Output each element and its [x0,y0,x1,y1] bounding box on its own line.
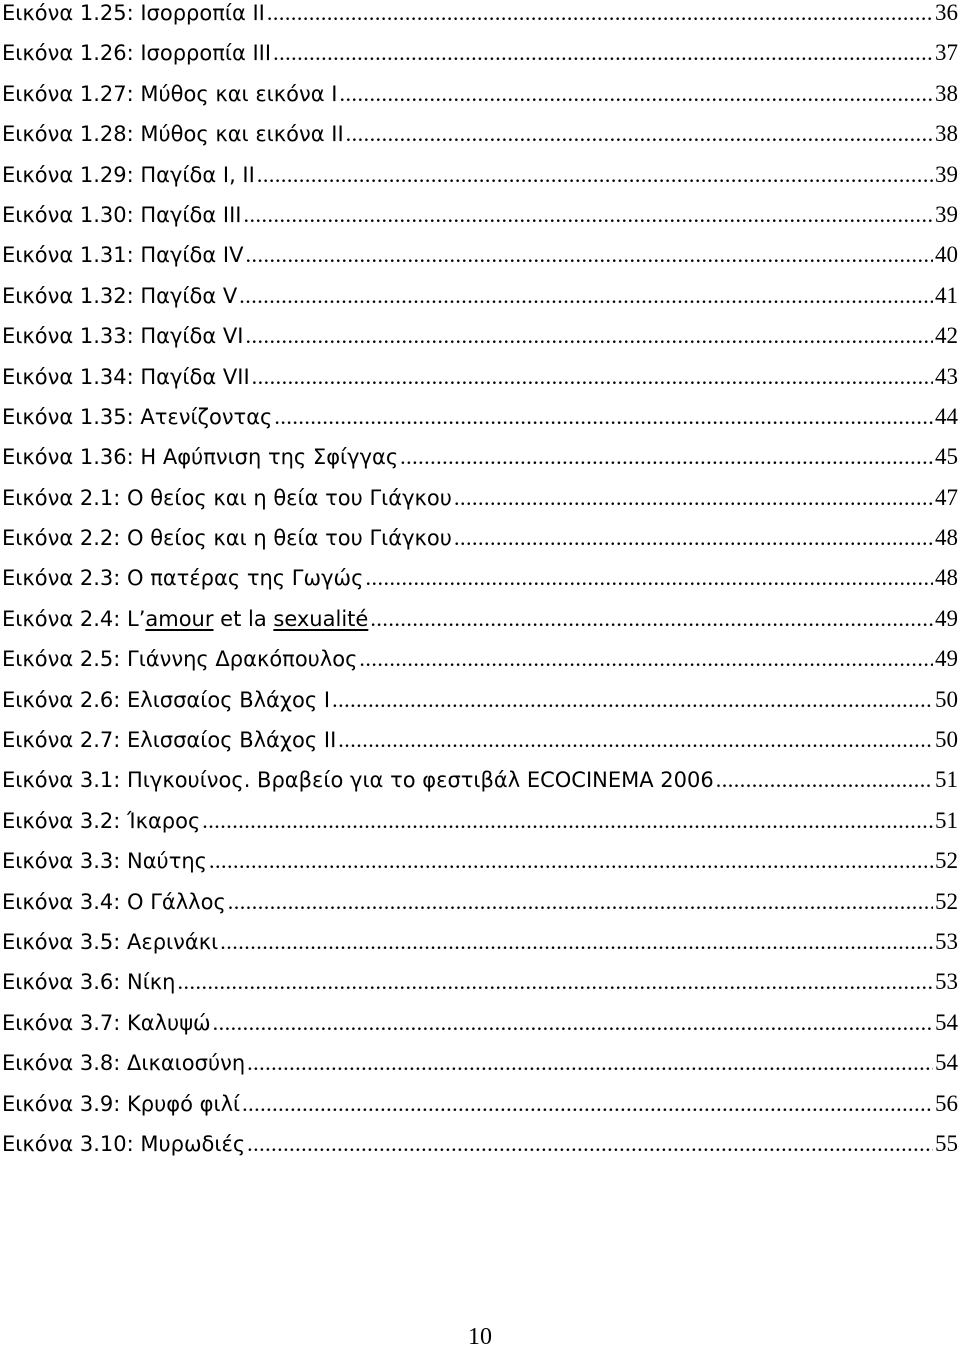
toc-entry[interactable] [2,74,958,114]
dot-leader [359,639,933,679]
dot-leader [209,841,933,881]
toc-entry[interactable] [2,1003,958,1043]
toc-entry-page: 47 [935,484,958,510]
toc-entry[interactable] [2,397,958,437]
toc-entry[interactable] [2,33,958,73]
toc-entry-page: 52 [935,848,958,874]
toc-entry[interactable] [2,922,958,962]
dot-leader [247,1124,933,1164]
dot-leader [202,801,933,841]
toc-entry-page: 52 [935,888,958,914]
label-text: Εικόνα 2.4: L’ [2,606,146,631]
toc-entry-label: Εικόνα 3.4: Ο Γάλλος [2,889,226,914]
toc-entry-page: 54 [935,1050,958,1076]
toc-entry[interactable] [2,680,958,720]
toc-entry-page: 48 [935,565,958,591]
dot-leader [338,720,933,760]
dot-leader [213,1003,933,1043]
toc-entry[interactable] [2,114,958,154]
toc-entry-page: 40 [935,242,958,268]
toc-entry-page: 39 [935,201,958,227]
toc-entry-page: 38 [935,80,958,106]
toc-entry[interactable] [2,0,958,33]
dot-leader [220,922,933,962]
toc-entry-label: Εικόνα 2.7: Ελισσαίος Βλάχος ΙΙ [2,728,337,753]
dot-leader [454,518,933,558]
toc-entry-label: Εικόνα 3.10: Μυρωδιές [2,1131,246,1156]
toc-entry-label: Εικόνα 2.6: Ελισσαίος Βλάχος Ι [2,687,331,712]
toc-entry-page: 51 [935,767,958,793]
toc-entry-label: Εικόνα 1.34: Παγίδα VII [2,364,250,389]
toc-entry-page: 49 [935,646,958,672]
underlined-word: amour [145,606,214,631]
toc-entry-page: 41 [935,282,958,308]
toc-entry-label: Εικόνα 1.28: Μύθος και εικόνα ΙΙ [2,122,344,147]
toc-entry[interactable] [2,195,958,235]
toc-entry-page: 44 [935,403,958,429]
toc-entry-label: Εικόνα 1.26: Ισορροπία ΙΙΙ [2,41,272,66]
toc-entry[interactable] [2,235,958,275]
dot-leader [346,114,933,154]
toc-entry[interactable] [2,478,958,518]
toc-entry-page: 50 [935,727,958,753]
toc-entry[interactable] [2,1084,958,1124]
toc-entry-label [2,599,368,639]
toc-entry-label: Εικόνα 2.2: Ο θείος και η θεία του Γιάγκου [2,526,452,551]
toc-entry-page: 54 [935,1009,958,1035]
toc-entry-page: 53 [935,969,958,995]
dot-leader [365,558,933,598]
dot-leader [228,882,933,922]
toc-entry-page: 43 [935,363,958,389]
list-of-figures [2,0,958,1164]
toc-entry-label: Εικόνα 1.29: Παγίδα Ι, ΙΙ [2,162,255,187]
toc-entry-label: Εικόνα 2.5: Γιάννης Δρακόπουλος [2,647,358,672]
dot-leader [178,962,934,1002]
dot-leader [716,760,933,800]
toc-entry-page: 42 [935,323,958,349]
toc-entry[interactable] [2,720,958,760]
toc-entry-page: 48 [935,525,958,551]
toc-entry-page: 56 [935,1090,958,1116]
toc-entry-label: Εικόνα 2.3: Ο πατέρας της Γωγώς [2,566,364,591]
toc-entry-page: 36 [935,0,958,25]
dot-leader [239,276,933,316]
toc-entry[interactable] [2,760,958,800]
toc-entry-label: Εικόνα 1.30: Παγίδα ΙΙΙ [2,202,242,227]
toc-entry[interactable] [2,437,958,477]
toc-entry-page: 49 [935,605,958,631]
toc-entry-page: 45 [935,444,958,470]
dot-leader [245,235,933,275]
toc-entry[interactable] [2,841,958,881]
toc-entry-label: Εικόνα 1.35: Ατενίζοντας [2,404,273,429]
dot-leader [245,316,933,356]
toc-entry-label: Εικόνα 3.6: Νίκη [2,970,176,995]
toc-entry[interactable] [2,882,958,922]
toc-entry-label: Εικόνα 3.8: Δικαιοσύνη [2,1051,246,1076]
dot-leader [339,74,933,114]
dot-leader [243,195,933,235]
toc-entry-label: Εικόνα 3.7: Καλυψώ [2,1010,211,1035]
dot-leader [454,478,933,518]
toc-entry-label: Εικόνα 1.31: Παγίδα IV [2,243,244,268]
toc-entry[interactable] [2,639,958,679]
toc-entry[interactable] [2,599,958,639]
dot-leader [267,0,933,33]
dot-leader [400,437,933,477]
toc-entry-label: Εικόνα 3.3: Ναύτης [2,849,207,874]
toc-entry-label: Εικόνα 1.36: Η Αφύπνιση της Σφίγγας [2,445,399,470]
toc-entry[interactable] [2,1124,958,1164]
toc-entry-label: Εικόνα 3.2: Ίκαρος [2,808,201,833]
page-number: 10 [468,1324,492,1350]
toc-entry-label: Εικόνα 2.1: Ο θείος και η θεία του Γιάγκου [2,485,452,510]
underlined-word: sexualité [273,606,369,631]
dot-leader [257,155,933,195]
toc-entry[interactable] [2,1043,958,1083]
toc-entry[interactable] [2,962,958,1002]
toc-entry-page: 37 [935,40,958,66]
toc-entry-page: 53 [935,928,958,954]
toc-entry-page: 51 [935,807,958,833]
dot-leader [273,33,933,73]
dot-leader [252,357,933,397]
dot-leader [332,680,933,720]
toc-entry[interactable] [2,316,958,356]
toc-entry[interactable] [2,155,958,195]
toc-entry[interactable] [2,558,958,598]
dot-leader [247,1043,933,1083]
dot-leader [274,397,933,437]
toc-entry[interactable] [2,801,958,841]
toc-entry-label: Εικόνα 3.1: Πιγκουίνος. Βραβείο για το φεστιβάλ ECOCINEMA 2006 [2,768,714,793]
toc-entry[interactable] [2,276,958,316]
toc-entry-label: Εικόνα 3.9: Κρυφό φιλί [2,1091,241,1116]
toc-entry-label: Εικόνα 1.32: Παγίδα V [2,283,238,308]
dot-leader [242,1084,933,1124]
toc-entry-page: 55 [935,1130,958,1156]
toc-entry-label: Εικόνα 1.33: Παγίδα VI [2,324,244,349]
dot-leader [370,599,933,639]
label-text: et la [213,606,274,631]
toc-entry-page: 39 [935,161,958,187]
toc-entry-label: Εικόνα 1.27: Μύθος και εικόνα Ι [2,81,338,106]
toc-entry[interactable] [2,518,958,558]
toc-entry[interactable] [2,357,958,397]
toc-entry-page: 50 [935,686,958,712]
toc-entry-label: Εικόνα 1.25: Ισορροπία ΙΙ [2,1,265,25]
toc-entry-label: Εικόνα 3.5: Αερινάκι [2,929,219,954]
toc-entry-page: 38 [935,121,958,147]
